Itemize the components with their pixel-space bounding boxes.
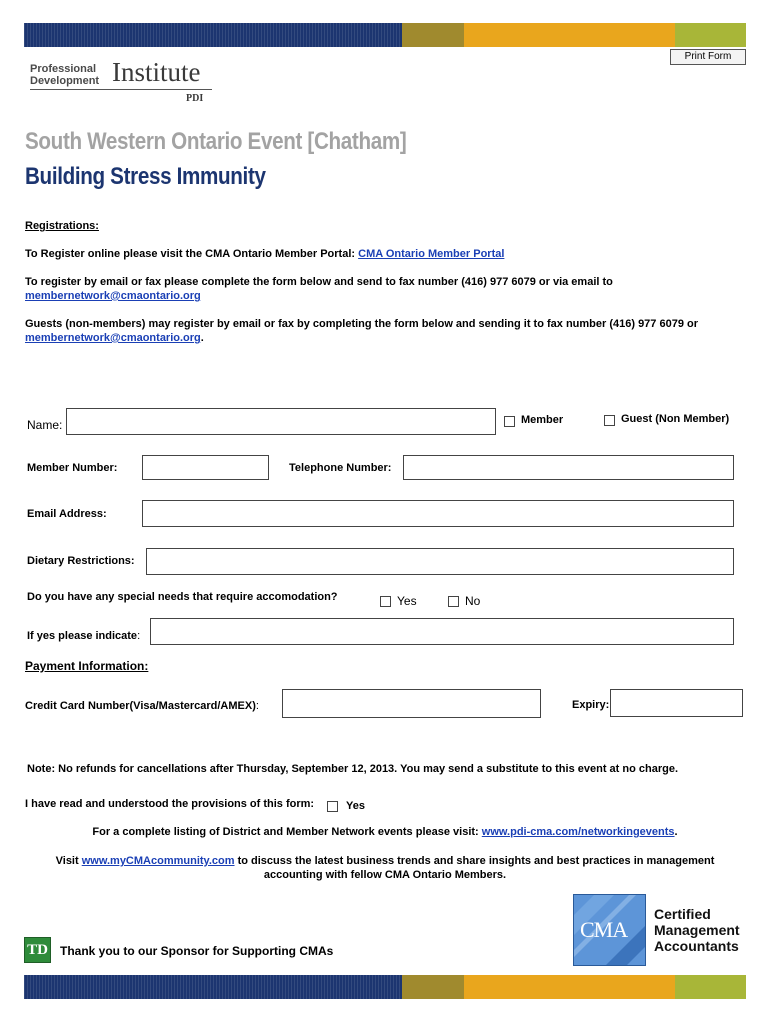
card-colon: : — [255, 700, 259, 712]
logo-institute: Institute — [112, 57, 201, 87]
dietary-field[interactable] — [146, 548, 734, 575]
special-needs-label: Do you have any special needs that require accomodation? — [27, 591, 338, 603]
print-form-button[interactable]: Print Form — [670, 49, 746, 65]
band-yellow-bottom — [675, 975, 746, 999]
member-number-label: Member Number: — [27, 462, 118, 474]
band-yellow — [675, 23, 746, 47]
expiry-field[interactable] — [610, 689, 743, 717]
guest-register-link[interactable]: membernetwork@cmaontario.org — [25, 332, 201, 344]
visit-prefix: Visit — [55, 855, 82, 867]
band-olive — [402, 23, 464, 47]
email-register-label: To register by email or fax please complete the form below and send to fax number (416) 977 6079 or via email to — [25, 276, 613, 288]
networking-events-link[interactable]: www.pdi-cma.com/networkingevents — [481, 826, 675, 838]
provisions-label: I have read and understood the provisions of this form: — [25, 798, 315, 810]
indicate-label-wrap — [27, 626, 140, 644]
card-label: Credit Card Number(Visa/Mastercard/AMEX) — [25, 700, 256, 712]
cma-certified: Certified — [654, 906, 711, 922]
guest-register-end: . — [200, 332, 204, 344]
cma-portal-link[interactable]: CMA Ontario Member Portal — [358, 248, 505, 260]
visit-rest: to discuss the latest business trends and share insights and best practices in management — [234, 855, 715, 867]
special-needs-no-label: No — [465, 594, 481, 608]
email-register-link[interactable]: membernetwork@cmaontario.org — [25, 290, 201, 302]
band-gold — [464, 23, 675, 47]
email-field[interactable] — [142, 500, 734, 527]
community-link[interactable]: www.myCMAcommunity.com — [81, 855, 235, 867]
special-needs-yes-checkbox[interactable] — [380, 596, 391, 607]
event-heading: South Western Ontario Event [Chatham] — [25, 128, 407, 155]
band-navy-bottom — [24, 975, 402, 999]
band-olive-bottom — [402, 975, 464, 999]
visit-line2: accounting with fellow CMA Ontario Members. — [263, 869, 507, 881]
listing-text — [0, 825, 770, 839]
special-needs-no-checkbox[interactable] — [448, 596, 459, 607]
listing-end: . — [674, 826, 678, 838]
logo-rule — [30, 89, 212, 90]
guest-register-label: Guests (non-members) may register by email or fax by completing the form below and sending it to fax number (416) 977 6079 or — [25, 318, 699, 330]
top-color-band — [24, 23, 746, 47]
event-title: Building Stress Immunity — [25, 163, 266, 190]
cma-accountants: Accountants — [654, 938, 739, 954]
registrations-heading: Registrations: — [25, 220, 99, 232]
online-register-label: To Register online please visit the CMA Ontario Member Portal: — [25, 248, 359, 260]
email-label: Email Address: — [27, 508, 107, 520]
sponsor-text: Thank you to our Sponsor for Supporting CMAs — [60, 944, 334, 958]
expiry-label: Expiry: — [572, 699, 610, 711]
dietary-label: Dietary Restrictions: — [27, 555, 135, 567]
email-register-text — [25, 275, 745, 303]
listing-label: For a complete listing of District and Member Network events please visit: — [92, 826, 482, 838]
cma-management: Management — [654, 922, 740, 938]
online-register-text — [25, 247, 504, 261]
special-needs-yes-label: Yes — [397, 594, 417, 608]
pdi-logo — [30, 63, 99, 87]
logo-pdi: PDI — [186, 93, 204, 104]
telephone-field[interactable] — [403, 455, 734, 480]
name-label: Name: — [27, 418, 63, 432]
refund-note: Note: No refunds for cancellations after Thursday, September 12, 2013. You may send a substitute to this event at no charge. — [27, 763, 678, 775]
member-checkbox[interactable] — [504, 416, 515, 427]
visit-text — [0, 854, 770, 882]
band-gold-bottom — [464, 975, 675, 999]
guest-register-text — [25, 317, 745, 345]
bottom-color-band — [24, 975, 746, 999]
payment-heading: Payment Information: — [25, 659, 149, 673]
indicate-field[interactable] — [150, 618, 734, 645]
cma-logo-text: CMA — [580, 917, 628, 942]
indicate-colon: : — [137, 630, 141, 642]
td-logo-icon — [24, 937, 51, 963]
cma-logo-icon — [573, 894, 646, 966]
telephone-label: Telephone Number: — [289, 462, 392, 474]
td-logo-text: TD — [27, 941, 48, 958]
logo-professional: Professional — [30, 63, 97, 75]
card-number-field[interactable] — [282, 689, 541, 718]
member-number-field[interactable] — [142, 455, 269, 480]
provisions-checkbox[interactable] — [327, 801, 338, 812]
logo-development: Development — [30, 75, 100, 87]
name-field[interactable] — [66, 408, 496, 435]
guest-label: Guest (Non Member) — [621, 413, 730, 425]
cma-wordmark — [654, 906, 740, 954]
member-label: Member — [521, 414, 564, 426]
indicate-label: If yes please indicate — [27, 630, 138, 642]
provisions-yes-label: Yes — [346, 800, 365, 812]
guest-checkbox[interactable] — [604, 415, 615, 426]
band-navy — [24, 23, 402, 47]
card-label-wrap — [25, 696, 259, 714]
